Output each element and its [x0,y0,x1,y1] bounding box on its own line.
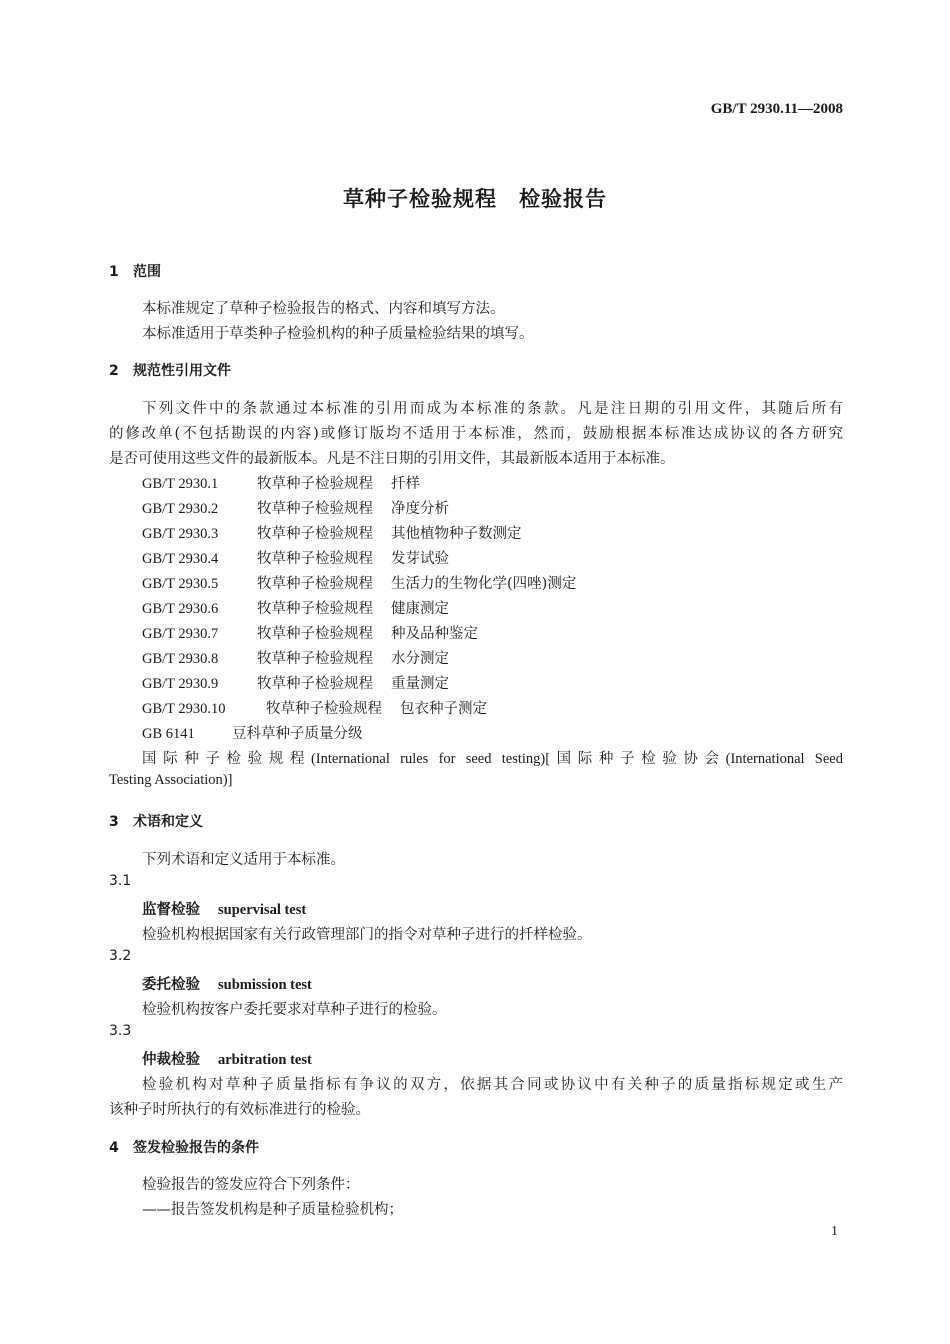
term-en: arbitration test [218,1052,312,1068]
section-title: 范围 [133,264,161,280]
reference-item-line: 国际种子检验规程(International rules for seed testing)[国际种子检验协会(International Seed [142,751,843,767]
term-number: 3.3 [109,1023,132,1039]
term-number: 3.1 [109,873,132,889]
reference-series: 牧草种子检验规程 [257,576,373,592]
reference-item [142,572,576,593]
reference-name: 水分测定 [391,651,449,667]
term-heading [142,898,306,919]
reference-code: GB/T 2930.1 [142,476,219,492]
reference-name: 豆科草种子质量分级 [232,726,363,742]
term-zh: 委托检验 [142,976,200,993]
reference-name: 健康测定 [391,601,449,617]
paragraph: 检验报告的签发应符合下列条件： [142,1177,360,1193]
term-en: supervisal test [218,902,307,918]
section-3-heading [109,811,203,831]
reference-code: GB/T 2930.6 [142,601,219,617]
reference-code: GB/T 2930.3 [142,526,219,542]
term-definition-line: 检验机构对草种子质量指标有争议的双方，依据其合同或协议中有关种子的质量指标规定或生产 [142,1077,843,1093]
reference-code: GB/T 2930.5 [142,576,219,592]
reference-item [142,547,449,568]
reference-code: GB/T 2930.4 [142,551,219,567]
document-title: 草种子检验规程 检验报告 [343,187,607,211]
reference-series: 牧草种子检验规程 [257,476,373,492]
page-number: 1 [831,1224,838,1239]
reference-name: 重量测定 [391,676,449,692]
reference-name: 种及品种鉴定 [391,626,478,642]
reference-name: 净度分析 [391,501,449,517]
standard-number: GB/T 2930.11—2008 [710,101,843,117]
reference-item [142,722,363,743]
term-heading [142,1048,312,1069]
reference-series: 牧草种子检验规程 [257,676,373,692]
paragraph-line: 的修改单(不包括勘误的内容)或修订版均不适用于本标准，然而，鼓励根据本标准达成协议的各方研究 [109,426,843,442]
section-number: 3 [109,814,119,830]
reference-code: GB/T 2930.8 [142,651,219,667]
term-zh: 仲裁检验 [142,1051,200,1068]
reference-item [142,522,522,543]
term-definition-line: 该种子时所执行的有效标准进行的检验。 [109,1102,370,1118]
reference-code: GB/T 2930.10 [142,701,226,717]
reference-name: 扦样 [391,476,420,492]
reference-item [142,647,449,668]
paragraph-line: 下列文件中的条款通过本标准的引用而成为本标准的条款。凡是注日期的引用文件，其随后所有 [142,401,843,417]
reference-series: 牧草种子检验规程 [257,626,373,642]
section-title: 签发检验报告的条件 [133,1140,259,1156]
reference-code: GB/T 2930.7 [142,626,219,642]
reference-series: 牧草种子检验规程 [257,651,373,667]
reference-code: GB/T 2930.2 [142,501,219,517]
reference-name: 其他植物种子数测定 [391,526,522,542]
section-number: 1 [109,264,119,280]
section-title: 术语和定义 [133,814,203,830]
reference-item [142,697,487,718]
section-2-heading [109,360,231,380]
reference-series: 牧草种子检验规程 [257,501,373,517]
reference-series: 牧草种子检验规程 [257,551,373,567]
paragraph: 下列术语和定义适用于本标准。 [142,852,345,868]
term-heading [142,973,312,994]
term-definition: 检验机构根据国家有关行政管理部门的指令对草种子进行的扦样检验。 [142,927,592,943]
reference-series: 牧草种子检验规程 [257,601,373,617]
reference-code: GB/T 2930.9 [142,676,219,692]
section-1-heading [109,261,161,281]
term-number: 3.2 [109,948,132,964]
paragraph: 本标准规定了草种子检验报告的格式、内容和填写方法。 [142,301,505,317]
reference-name: 生活力的生物化学(四唑)测定 [391,576,577,592]
reference-series: 牧草种子检验规程 [266,701,382,717]
reference-name: 包衣种子测定 [400,701,487,717]
reference-series: 牧草种子检验规程 [257,526,373,542]
section-number: 2 [109,363,119,379]
term-definition: 检验机构按客户委托要求对草种子进行的检验。 [142,1002,447,1018]
list-item: ——报告签发机构是种子质量检验机构； [142,1202,403,1218]
section-number: 4 [109,1140,119,1156]
paragraph-line: 是否可使用这些文件的最新版本。凡是不注日期的引用文件，其最新版本适用于本标准。 [109,451,675,467]
term-zh: 监督检验 [142,901,200,918]
reference-name: 发芽试验 [391,551,449,567]
reference-item [142,472,420,493]
reference-code: GB 6141 [142,726,195,742]
term-en: submission test [218,977,312,993]
reference-item [142,622,478,643]
reference-item [142,497,449,518]
paragraph: 本标准适用于草类种子检验机构的种子质量检验结果的填写。 [142,326,534,342]
section-title: 规范性引用文件 [133,363,231,379]
reference-item [142,672,449,693]
reference-item [142,597,449,618]
section-4-heading [109,1137,259,1157]
reference-item-line: Testing Association)] [109,772,233,788]
